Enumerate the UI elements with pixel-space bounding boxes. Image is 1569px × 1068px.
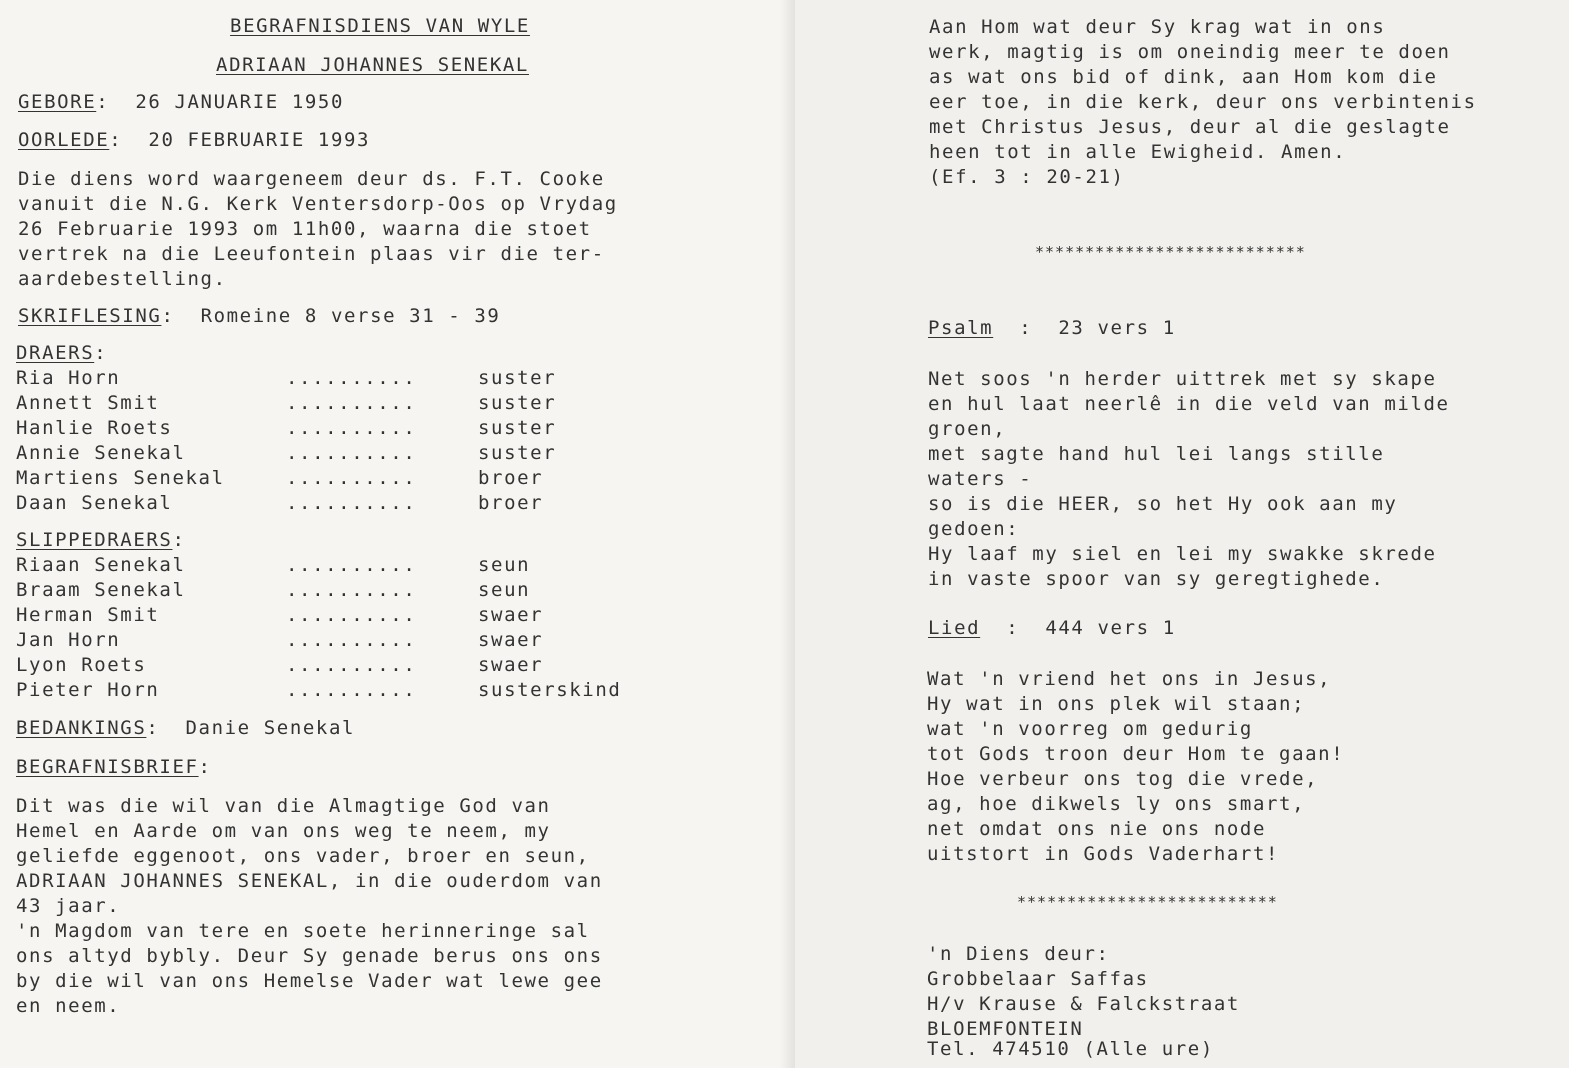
dot-leader: ..........: [286, 679, 417, 701]
hymn-text: [927, 667, 1344, 867]
bearers-heading: DRAERS:: [16, 342, 108, 364]
bearer-row: [16, 466, 716, 491]
dot-leader: ..........: [286, 467, 417, 489]
dot-leader: ..........: [286, 367, 417, 389]
title-line-1: BEGRAFNISDIENS VAN WYLE: [230, 15, 530, 37]
undertaker-line: Grobbelaar Saffas: [927, 968, 1149, 990]
blessing-line: eer toe, in die kerk, deur ons verbintenis: [929, 91, 1477, 113]
pall-bearer-row: [16, 628, 716, 653]
blessing-line: met Christus Jesus, deur al die geslagte: [929, 116, 1451, 138]
letter-paragraph: [16, 794, 603, 1019]
service-line: aardebestelling.: [18, 268, 227, 290]
letter-line: ADRIAAN JOHANNES SENEKAL, in die ouderdom van: [16, 870, 603, 892]
reading-label: SKRIFLESING: [18, 305, 162, 327]
psalm-ref: : 23 vers 1: [1019, 317, 1176, 339]
pall-bearer-name: Riaan Senekal: [16, 554, 186, 576]
letter-line: Hemel en Aarde om van ons weg te neem, my: [16, 820, 551, 842]
psalm-line: gedoen:: [928, 518, 1020, 540]
psalm-line: Net soos 'n herder uittrek met sy skape: [928, 368, 1437, 390]
pall-bearer-row: [16, 603, 716, 628]
reading-row: SKRIFLESING: Romeine 8 verse 31 - 39: [18, 305, 501, 327]
bearer-name: Ria Horn: [16, 367, 121, 389]
blessing-line: (Ef. 3 : 20-21): [929, 166, 1125, 188]
blessing-line: werk, magtig is om oneindig meer te doen: [929, 41, 1451, 63]
psalm-heading: [928, 316, 1176, 341]
hymn-heading: [928, 616, 1176, 641]
psalm-line: met sagte hand hul lei langs stille: [928, 443, 1385, 465]
hymn-line: net omdat ons nie ons node: [927, 818, 1267, 840]
bearer-row: [16, 441, 716, 466]
pall-bearer-name: Braam Senekal: [16, 579, 186, 601]
psalm-line: en hul laat neerlê in die veld van milde: [928, 393, 1450, 415]
dot-leader: ..........: [286, 392, 417, 414]
dot-leader: ..........: [286, 629, 417, 651]
bearer-relation: suster: [478, 367, 557, 389]
letter-line: 43 jaar.: [16, 895, 121, 917]
letter-heading: BEGRAFNISBRIEF:: [16, 756, 212, 778]
undertaker-line: BLOEMFONTEIN: [927, 1018, 1084, 1040]
letter-line: ons altyd bybly. Deur Sy genade berus ons ons: [16, 945, 603, 967]
service-line: 26 Februarie 1993 om 11h00, waarna die stoet: [18, 218, 592, 240]
blessing-paragraph: [929, 15, 1477, 190]
pall-bearer-row: [16, 678, 716, 703]
hymn-line: uitstort in Gods Vaderhart!: [927, 843, 1280, 865]
hymn-line: Hy wat in ons plek wil staan;: [927, 693, 1306, 715]
undertaker-block: [927, 942, 1240, 1062]
hymn-line: ag, hoe dikwels ly ons smart,: [927, 793, 1306, 815]
dot-leader: ..........: [286, 604, 417, 626]
undertaker-line: 'n Diens deur:: [927, 943, 1110, 965]
pall-bearer-row: [16, 653, 716, 678]
dot-leader: ..........: [286, 579, 417, 601]
bearer-row: [16, 491, 716, 516]
hymn-line: tot Gods troon deur Hom te gaan!: [927, 743, 1345, 765]
bearer-relation: suster: [478, 442, 557, 464]
bearer-name: Daan Senekal: [16, 492, 173, 514]
psalm-label: Psalm: [928, 317, 994, 339]
service-line: vertrek na die Leeufontein plaas vir die ter-: [18, 243, 605, 265]
thanks-text: Danie Senekal: [185, 717, 356, 739]
dot-leader: ..........: [286, 554, 417, 576]
bearer-row: [16, 391, 716, 416]
dot-leader: ..........: [286, 442, 417, 464]
reading-text: Romeine 8 verse 31 - 39: [200, 305, 501, 327]
hymn-ref: : 444 vers 1: [1006, 617, 1176, 639]
dot-leader: ..........: [286, 492, 417, 514]
bearer-row: [16, 366, 716, 391]
pall-bearer-relation: susterskind: [478, 679, 622, 701]
pall-bearers-heading: SLIPPEDRAERS:: [16, 529, 186, 551]
pall-bearer-relation: seun: [478, 554, 531, 576]
dot-leader: ..........: [286, 417, 417, 439]
bearer-relation: suster: [478, 392, 557, 414]
bearers-label: DRAERS: [16, 342, 95, 364]
pall-bearer-name: Lyon Roets: [16, 654, 147, 676]
letter-line: Dit was die wil van die Almagtige God van: [16, 795, 551, 817]
blessing-line: as wat ons bid of dink, aan Hom kom die: [929, 66, 1438, 88]
star-divider: ***************************: [1035, 243, 1306, 261]
thanks-label: BEDANKINGS: [16, 717, 147, 739]
letter-line: by die wil van ons Hemelse Vader wat lewe gee: [16, 970, 603, 992]
psalm-text: [928, 367, 1450, 592]
hymn-line: Hoe verbeur ons tog die vrede,: [927, 768, 1319, 790]
bearer-name: Annett Smit: [16, 392, 160, 414]
service-line: vanuit die N.G. Kerk Ventersdorp-Oos op Vrydag: [18, 193, 618, 215]
dot-leader: ..........: [286, 654, 417, 676]
pall-bearer-name: Pieter Horn: [16, 679, 160, 701]
letter-line: en neem.: [16, 995, 121, 1017]
died-row: OORLEDE: 20 FEBRUARIE 1993: [18, 129, 371, 151]
service-line: Die diens word waargeneem deur ds. F.T. Cooke: [18, 168, 605, 190]
undertaker-line: H/v Krause & Falckstraat: [927, 993, 1240, 1015]
hymn-line: wat 'n voorreg om gedurig: [927, 718, 1253, 740]
hymn-label: Lied: [928, 617, 981, 639]
born-row: GEBORE: 26 JANUARIE 1950: [18, 91, 344, 113]
psalm-line: in vaste spoor van sy geregtighede.: [928, 568, 1385, 590]
service-paragraph: [18, 167, 618, 292]
title-line-2: ADRIAAN JOHANNES SENEKAL: [216, 54, 529, 76]
letter-line: 'n Magdom van tere en soete herinneringe sal: [16, 920, 590, 942]
bearer-relation: suster: [478, 417, 557, 439]
pall-bearer-row: [16, 553, 716, 578]
letter-label: BEGRAFNISBRIEF: [16, 756, 199, 778]
bearer-name: Annie Senekal: [16, 442, 186, 464]
pall-bearer-name: Jan Horn: [16, 629, 121, 651]
pall-bearer-relation: swaer: [478, 604, 544, 626]
blessing-line: Aan Hom wat deur Sy krag wat in ons: [929, 16, 1386, 38]
psalm-line: groen,: [928, 418, 1007, 440]
died-date: 20 FEBRUARIE 1993: [148, 129, 371, 151]
pall-bearer-name: Herman Smit: [16, 604, 160, 626]
undertaker-line: Tel. 474510 (Alle ure): [927, 1038, 1214, 1060]
star-divider: **************************: [1017, 893, 1278, 911]
thanks-row: BEDANKINGS: Danie Senekal: [16, 717, 356, 739]
bearer-relation: broer: [478, 492, 544, 514]
pall-bearer-relation: seun: [478, 579, 531, 601]
bearer-name: Martiens Senekal: [16, 467, 225, 489]
born-date: 26 JANUARIE 1950: [135, 91, 344, 113]
hymn-line: Wat 'n vriend het ons in Jesus,: [927, 668, 1332, 690]
psalm-line: so is die HEER, so het Hy ook aan my: [928, 493, 1398, 515]
bearer-row: [16, 416, 716, 441]
pall-bearers-label: SLIPPEDRAERS: [16, 529, 173, 551]
born-label: GEBORE: [18, 91, 97, 113]
pall-bearer-relation: swaer: [478, 654, 544, 676]
pall-bearer-row: [16, 578, 716, 603]
psalm-line: waters -: [928, 468, 1033, 490]
pall-bearer-relation: swaer: [478, 629, 544, 651]
bearer-relation: broer: [478, 467, 544, 489]
blessing-line: heen tot in alle Ewigheid. Amen.: [929, 141, 1347, 163]
psalm-line: Hy laaf my siel en lei my swakke skrede: [928, 543, 1437, 565]
right-page: [795, 0, 1569, 1068]
letter-line: geliefde eggenoot, ons vader, broer en seun,: [16, 845, 590, 867]
died-label: OORLEDE: [18, 129, 110, 151]
bearer-name: Hanlie Roets: [16, 417, 173, 439]
